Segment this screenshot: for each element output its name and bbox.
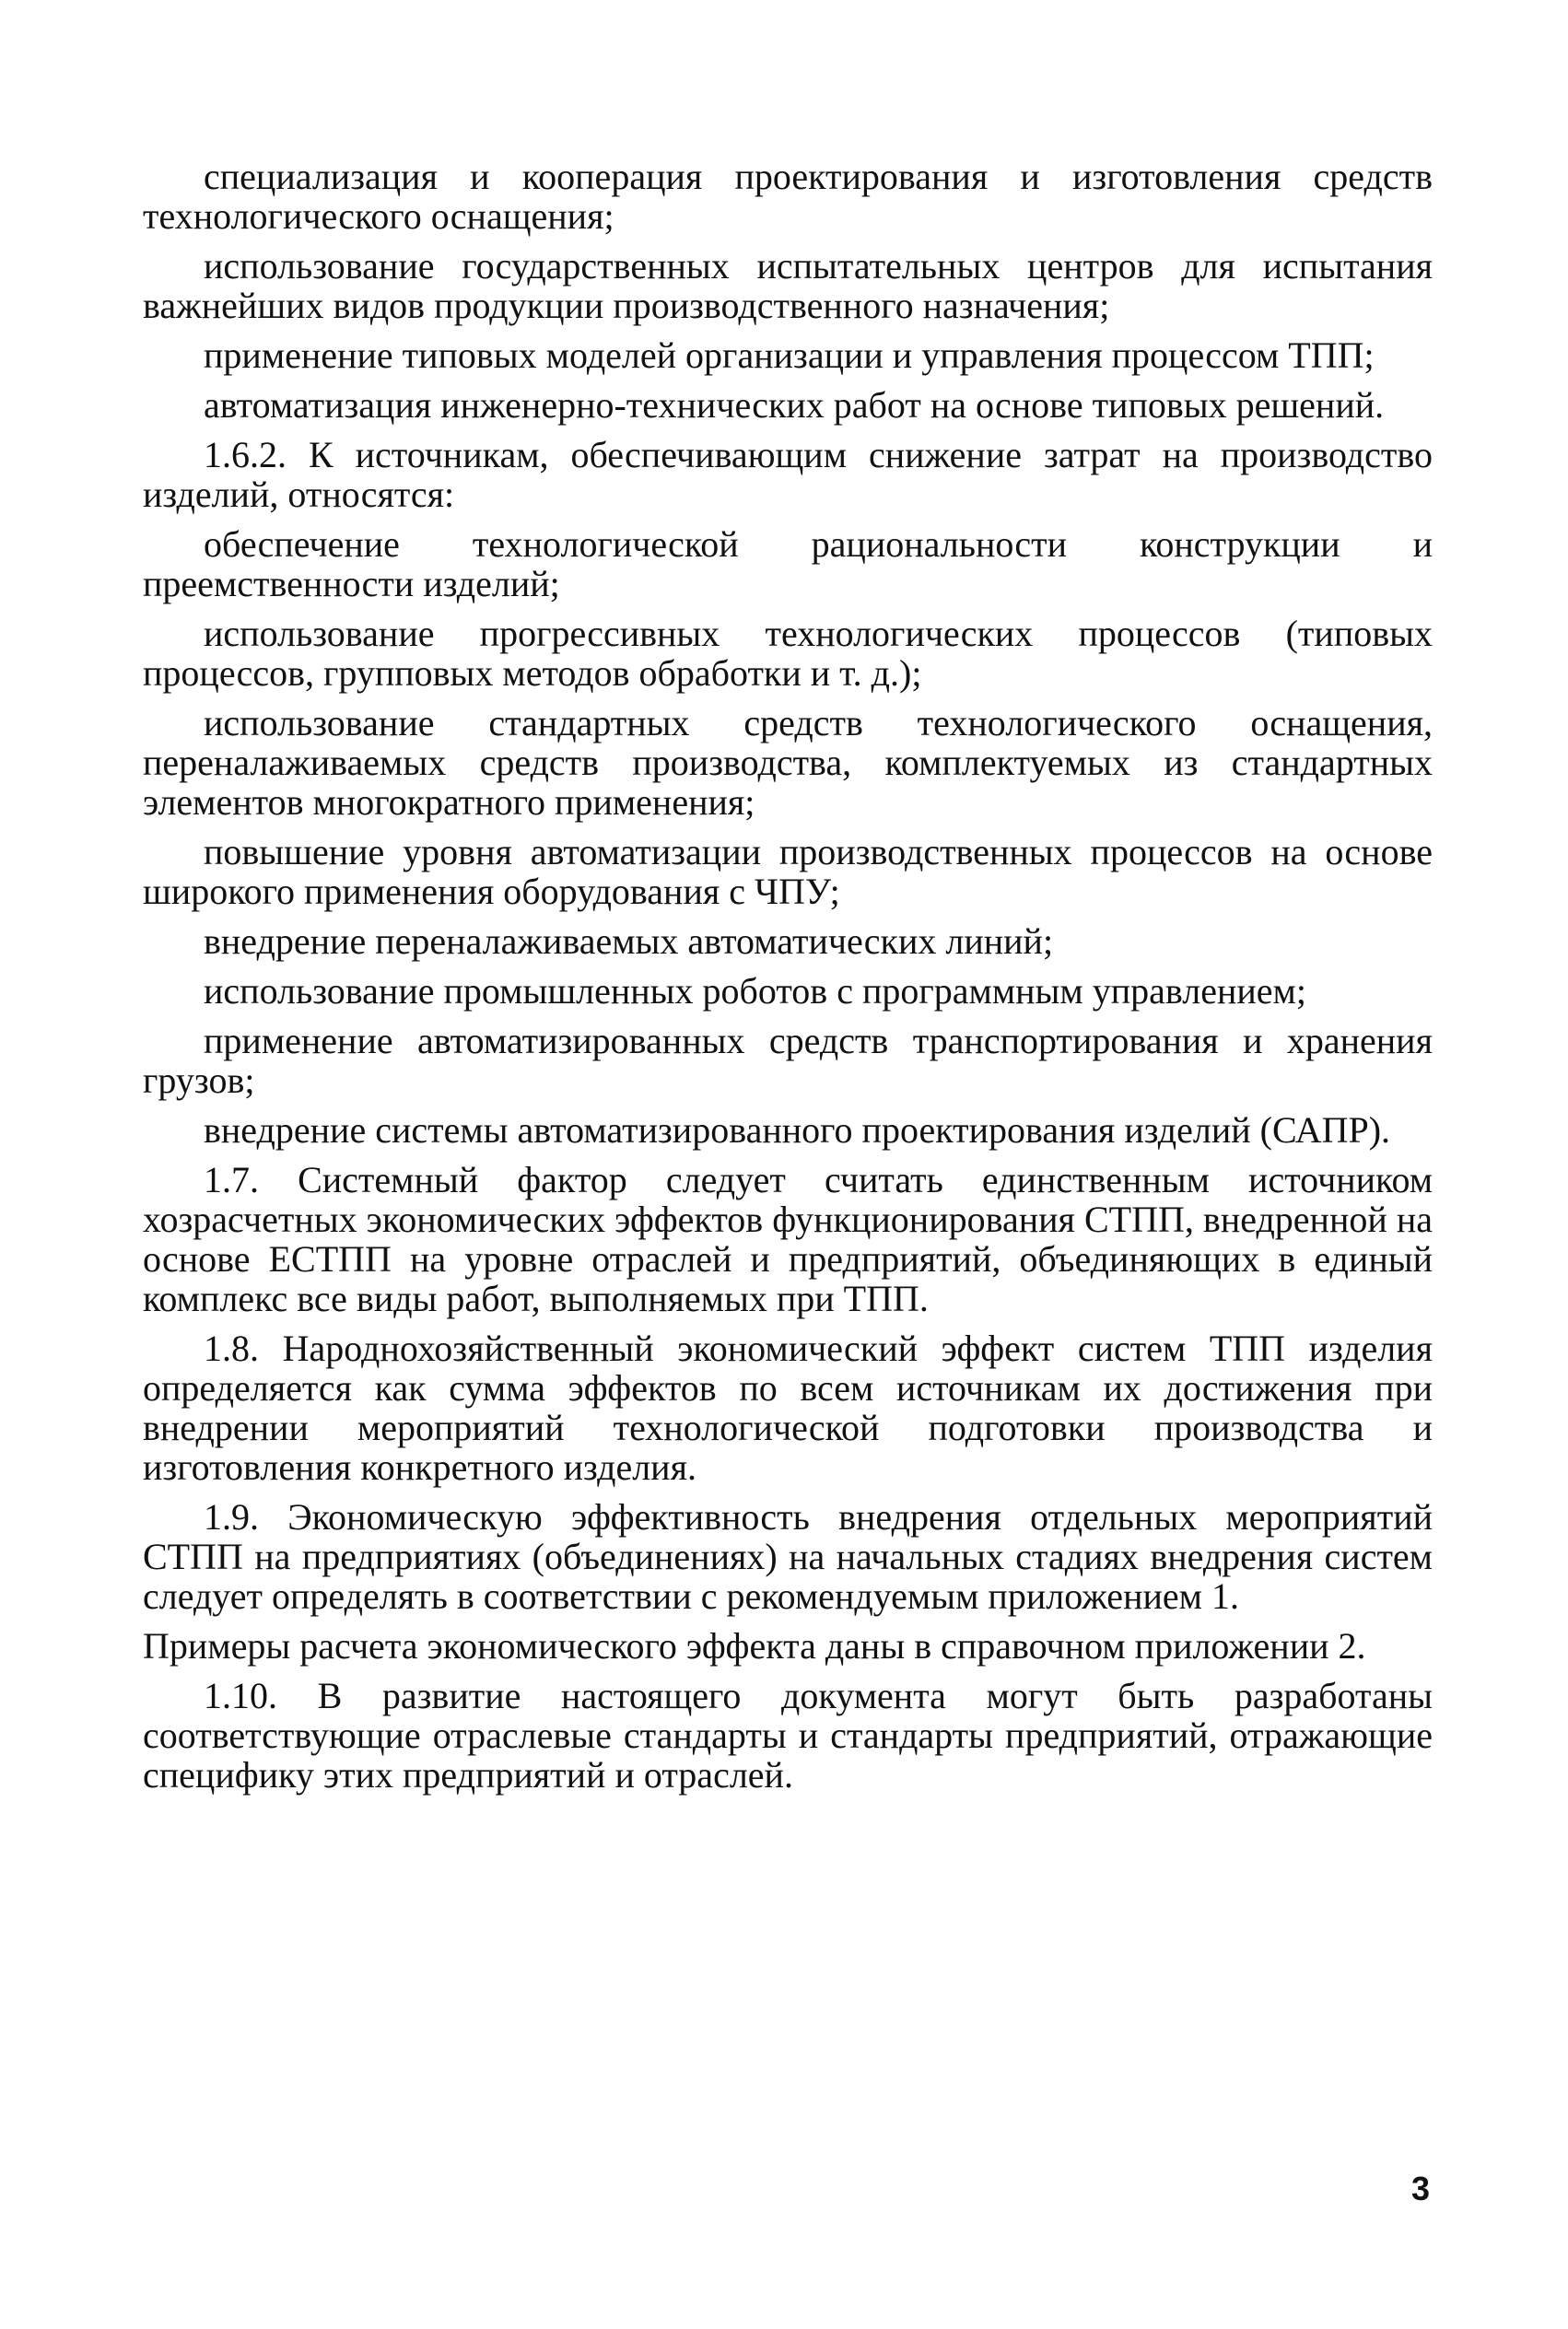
- paragraph-1-7: 1.7. Системный фактор следует считать единственным источником хозрасчетных экономических эффектов функционирования СТПП, внедренной на основе ЕСТПП на уровне отраслей и предприятий, объединяющих в единый комплекс все виды работ, выполняемых при ТПП.: [143, 1159, 1433, 1319]
- paragraph-specialization: специализация и кооперация проектирования и изготовления средств технологического оснащения;: [143, 156, 1433, 237]
- paragraph-1-8: 1.8. Народнохозяйственный экономический эффект систем ТПП изделия определяется как сумма эффектов по всем источникам их достижения при внедрении мероприятий технологической подготовки производства и изготовления конкретного изделия.: [143, 1328, 1433, 1488]
- paragraph-robots: использование промышленных роботов с программным управлением;: [204, 970, 1306, 1012]
- document-body: [143, 157, 1433, 1805]
- paragraph-cnc: повышение уровня автоматизации производственных процессов на основе широкого применения оборудования с ЧПУ;: [143, 831, 1433, 912]
- paragraph-sapr: внедрение системы автоматизированного проектирования изделий (САПР).: [204, 1109, 1391, 1151]
- paragraph-progressive-processes: использование прогрессивных технологических процессов (типовых процессов, групповых методов обработки и т. д.);: [143, 613, 1433, 694]
- paragraph-standard-tooling: использование стандартных средств технологического оснащения, переналаживаемых средств производства, комплектуемых из стандартных элементов многократного применения;: [143, 702, 1433, 823]
- paragraph-1-6-2: 1.6.2. К источникам, обеспечивающим снижение затрат на производство изделий, относятся:: [143, 434, 1433, 515]
- paragraph-automatic-lines: внедрение переналаживаемых автоматических линий;: [204, 920, 1054, 962]
- paragraph-test-centers: использование государственных испытательных центров для испытания важнейших видов продукции производственного назначения;: [143, 245, 1433, 326]
- page-number: 3: [1410, 2170, 1430, 2207]
- paragraph-1-10: 1.10. В развитие настоящего документа могут быть разработаны соответствующие отраслевые стандарты и стандарты предприятий, отражающие специфику этих предприятий и отраслей.: [143, 1675, 1433, 1796]
- paragraph-rationality: обеспечение технологической рациональности конструкции и преемственности изделий;: [143, 523, 1433, 604]
- paragraph-examples: Примеры расчета экономического эффекта даны в справочном приложении 2.: [143, 1625, 1366, 1667]
- paragraph-transport: применение автоматизированных средств транспортирования и хранения грузов;: [143, 1020, 1433, 1101]
- paragraph-typical-models: применение типовых моделей организации и управления процессом ТПП;: [204, 334, 1375, 376]
- paragraph-automation: автоматизация инженерно-технических работ на основе типовых решений.: [204, 384, 1385, 426]
- paragraph-1-9: 1.9. Экономическую эффективность внедрения отдельных мероприятий СТПП на предприятиях (объединениях) на начальных стадиях внедрения систем следует определять в соответствии с рекомендуемым приложением 1.: [143, 1496, 1433, 1617]
